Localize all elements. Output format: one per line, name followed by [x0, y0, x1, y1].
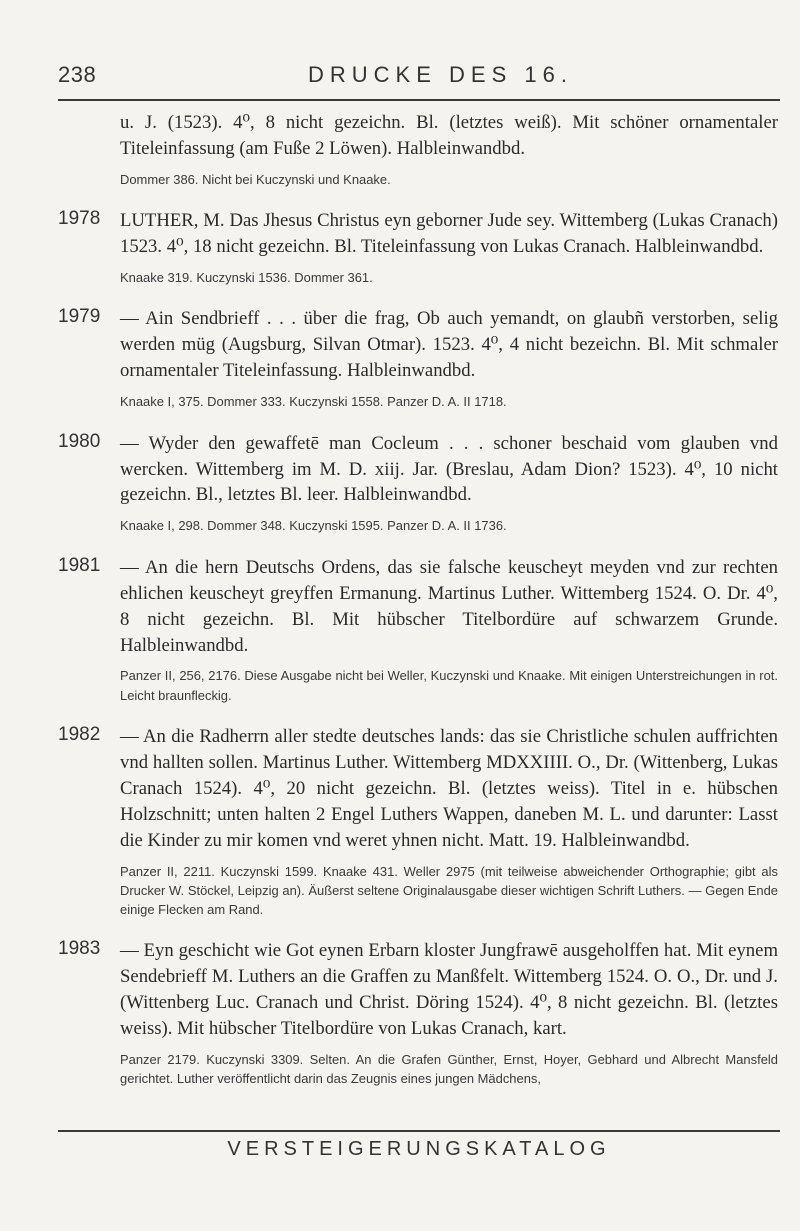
entry-text: — An die Radherrn aller stedte deutsches lands: das sie Christliche schulen auffrichten vnd hallten sollen. Martinus Luther. Wittemberg MDXXIIII. O., Dr. (Wittenberg, Lukas Cranach 1524). 4⁰, 20 nicht gezeichn. Bl. (letztes weiss). Titel in e. hübschen Holzschnitt; unten halten 2 Engel Luthers Wappen, daneben M. L. und darunter: Lasst die Kinder zu mir komen vnd weret yhnen nicht. Matt. 19. Halbleinwandbd. [120, 726, 778, 851]
entry-number: 1978 [58, 208, 101, 230]
entry-number: 1979 [58, 306, 101, 328]
entry-number: 1981 [58, 554, 101, 576]
entry-number: 1980 [58, 430, 101, 452]
page-header [58, 62, 778, 96]
running-head: DRUCKE DES 16. [308, 62, 573, 87]
entry-note: Knaake 319. Kuczynski 1536. Dommer 361. [120, 270, 373, 286]
entry-number: 1983 [58, 938, 101, 960]
entry-text: u. J. (1523). 4⁰, 8 nicht gezeichn. Bl. (letztes weiß). Mit schöner ornamentaler Titeleinfassung (am Fuße 2 Löwen). Halbleinwandbd. [120, 112, 778, 159]
entry-text: — Ain Sendbrieff . . . über die frag, Ob auch yemandt, on glaubñ verstorben, selig werden müg (Augsburg, Silvan Otmar). 1523. 4⁰, 4 nicht bezeichn. Bl. Mit schmaler ornamentaler Titeleinfassung. Halbleinwandbd. [120, 308, 778, 382]
entry-note: Panzer II, 256, 2176. Diese Ausgabe nicht bei Weller, Kuczynski und Knaake. Mit einigen Unterstreichungen in rot. Leicht braunfleckig. [120, 668, 778, 703]
footer-rule [58, 1130, 780, 1132]
page-footer: VERSTEIGERUNGSKATALOG [227, 1138, 611, 1160]
entry-note: Panzer II, 2211. Kuczynski 1599. Knaake 431. Weller 2975 (mit teilweise abweichender Orthographie; gibt als Drucker W. Stöckel, Leipzig an). Äußerst seltene Originalausgabe dieser wichtigen Schrift Luthers. — Gegen Ende einige Flecken am Rand. [120, 863, 778, 918]
page-number: 238 [58, 62, 97, 87]
entry-text: LUTHER, M. Das Jhesus Christus eyn geborner Jude sey. Wittemberg (Lukas Cranach) 1523. 4⁰, 18 nicht gezeichn. Bl. Titeleinfassung von Lukas Cranach. Halbleinwandbd. [120, 210, 778, 258]
entry-note: Knaake I, 298. Dommer 348. Kuczynski 1595. Panzer D. A. II 1736. [120, 518, 507, 534]
entry-note: Knaake I, 375. Dommer 333. Kuczynski 1558. Panzer D. A. II 1718. [120, 394, 507, 410]
entry-text: — An die hern Deutschs Ordens, das sie falsche keuscheyt meyden vnd zur rechten ehlichen keuscheyt greyffen Ermanung. Martinus Luther. Wittemberg 1524. O. Dr. 4⁰, 8 nicht gezeichn. Bl. Mit hübscher Titelbordüre auf schwarzem Grunde. Halbleinwandbd. [120, 556, 778, 656]
entry-note: Panzer 2179. Kuczynski 3309. Selten. An die Grafen Günther, Ernst, Hoyer, Gebhard und Albrecht Mansfeld gerichtet. Luther veröffentlicht darin das Zeugnis eines jungen Mädchens, [120, 1051, 778, 1087]
entry-note: Dommer 386. Nicht bei Kuczynski und Knaake. [120, 171, 391, 187]
header-rule [58, 99, 780, 101]
entry-text: — Eyn geschicht wie Got eynen Erbarn kloster Jungfrawē ausgeholffen hat. Mit eynem Sendebrieff M. Luthers an die Graffen zu Manßfelt. Wittemberg 1524. O. O., Dr. und J. (Wittenberg Luc. Cranach und Christ. Döring 1524). 4⁰, 8 nicht gezeichn. Bl. (letztes weiss). Mit hübscher Titelbordüre von Lukas Cranach, kart. [120, 940, 778, 1039]
entry-text: — Wyder den gewaffetē man Cocleum . . . schoner beschaid vom glauben vnd wercken. Wittemberg im M. D. xiij. Jar. (Breslau, Adam Dion? 1523). 4⁰, 10 nicht gezeichn. Bl., letztes Bl. leer. Halbleinwandbd. [120, 432, 778, 506]
entry-number: 1982 [58, 724, 101, 745]
